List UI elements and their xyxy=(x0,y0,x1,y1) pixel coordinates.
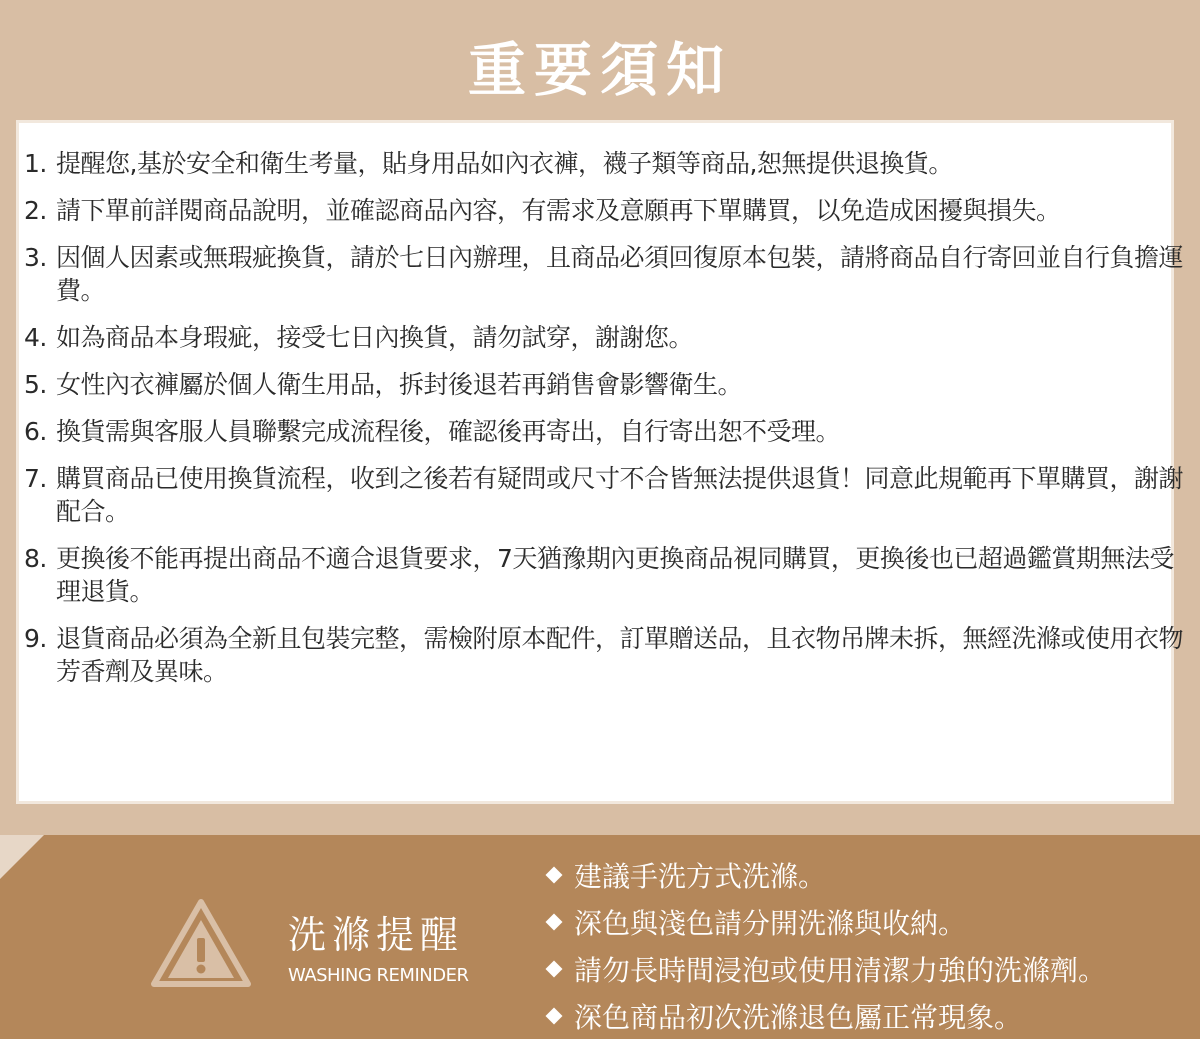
notice-text: 換貨需與客服人員聯繫完成流程後，確認後再寄出，自行寄出恕不受理。 xyxy=(56,417,841,446)
diamond-bullet-icon xyxy=(546,960,563,977)
notice-text: 請下單前詳閱商品說明，並確認商品內容，有需求及意願再下單購買，以免造成困擾與損失。 xyxy=(56,196,1061,225)
notice-text: 退貨商品必須為全新且包裝完整，需檢附原本配件，訂單贈送品，且衣物吊牌未拆，無經洗滌或使用衣物芳香劑及異味。 xyxy=(56,624,1184,686)
notice-number: 8. xyxy=(24,544,47,573)
notice-item xyxy=(24,622,1184,688)
notice-text: 女性內衣褲屬於個人衛生用品，拆封後退若再銷售會影響衛生。 xyxy=(56,370,743,399)
notice-number: 1. xyxy=(24,149,47,178)
notice-number: 7. xyxy=(24,464,47,493)
notice-text: 購買商品已使用換貨流程，收到之後若有疑問或尺寸不合皆無法提供退貨！同意此規範再下單購買，謝謝配合。 xyxy=(56,464,1184,526)
notice-item xyxy=(24,462,1184,528)
warning-triangle-icon xyxy=(150,898,252,990)
notice-item xyxy=(24,241,1184,307)
washing-tip-text: 深色與淺色請分開洗滌與收納。 xyxy=(574,906,967,940)
notice-item xyxy=(24,194,1184,227)
notice-item xyxy=(24,542,1184,608)
notice-list xyxy=(24,147,1184,702)
washing-tip xyxy=(540,851,1106,898)
page-title: 重要須知 xyxy=(467,36,732,104)
notice-item xyxy=(24,415,1184,448)
notice-number: 9. xyxy=(24,624,47,653)
washing-tip xyxy=(540,992,1106,1039)
washing-subtitle: WASHING REMINDER xyxy=(288,965,469,986)
notice-number: 6. xyxy=(24,417,47,446)
notice-number: 4. xyxy=(24,323,47,352)
washing-tips-list xyxy=(540,851,1106,1039)
washing-tip xyxy=(540,945,1106,992)
notice-number: 3. xyxy=(24,243,47,272)
washing-title: 洗滌提醒 xyxy=(288,913,465,957)
notice-item xyxy=(24,368,1184,401)
notice-number: 5. xyxy=(24,370,47,399)
notice-text: 提醒您,基於安全和衛生考量，貼身用品如內衣褲，襪子類等商品,恕無提供退換貨。 xyxy=(56,149,953,178)
notice-number: 2. xyxy=(24,196,47,225)
washing-tip xyxy=(540,898,1106,945)
notice-item xyxy=(24,321,1184,354)
diamond-bullet-icon xyxy=(546,913,563,930)
notice-item xyxy=(24,147,1184,180)
washing-tip-text: 建議手洗方式洗滌。 xyxy=(574,859,827,893)
notice-text: 如為商品本身瑕疵，接受七日內換貨，請勿試穿，謝謝您。 xyxy=(56,323,694,352)
washing-tip-text: 請勿長時間浸泡或使用清潔力強的洗滌劑。 xyxy=(574,953,1107,987)
notice-text: 更換後不能再提出商品不適合退貨要求，7天猶豫期內更換商品視同購買，更換後也已超過鑑賞期無法受理退貨。 xyxy=(56,544,1174,606)
corner-fold xyxy=(0,835,44,879)
notice-text: 因個人因素或無瑕疵換貨，請於七日內辦理，且商品必須回復原本包裝，請將商品自行寄回並自行負擔運費。 xyxy=(56,243,1184,305)
washing-tip-text: 深色商品初次洗滌退色屬正常現象。 xyxy=(574,1000,1023,1034)
diamond-bullet-icon xyxy=(546,1007,563,1024)
diamond-bullet-icon xyxy=(546,866,563,883)
